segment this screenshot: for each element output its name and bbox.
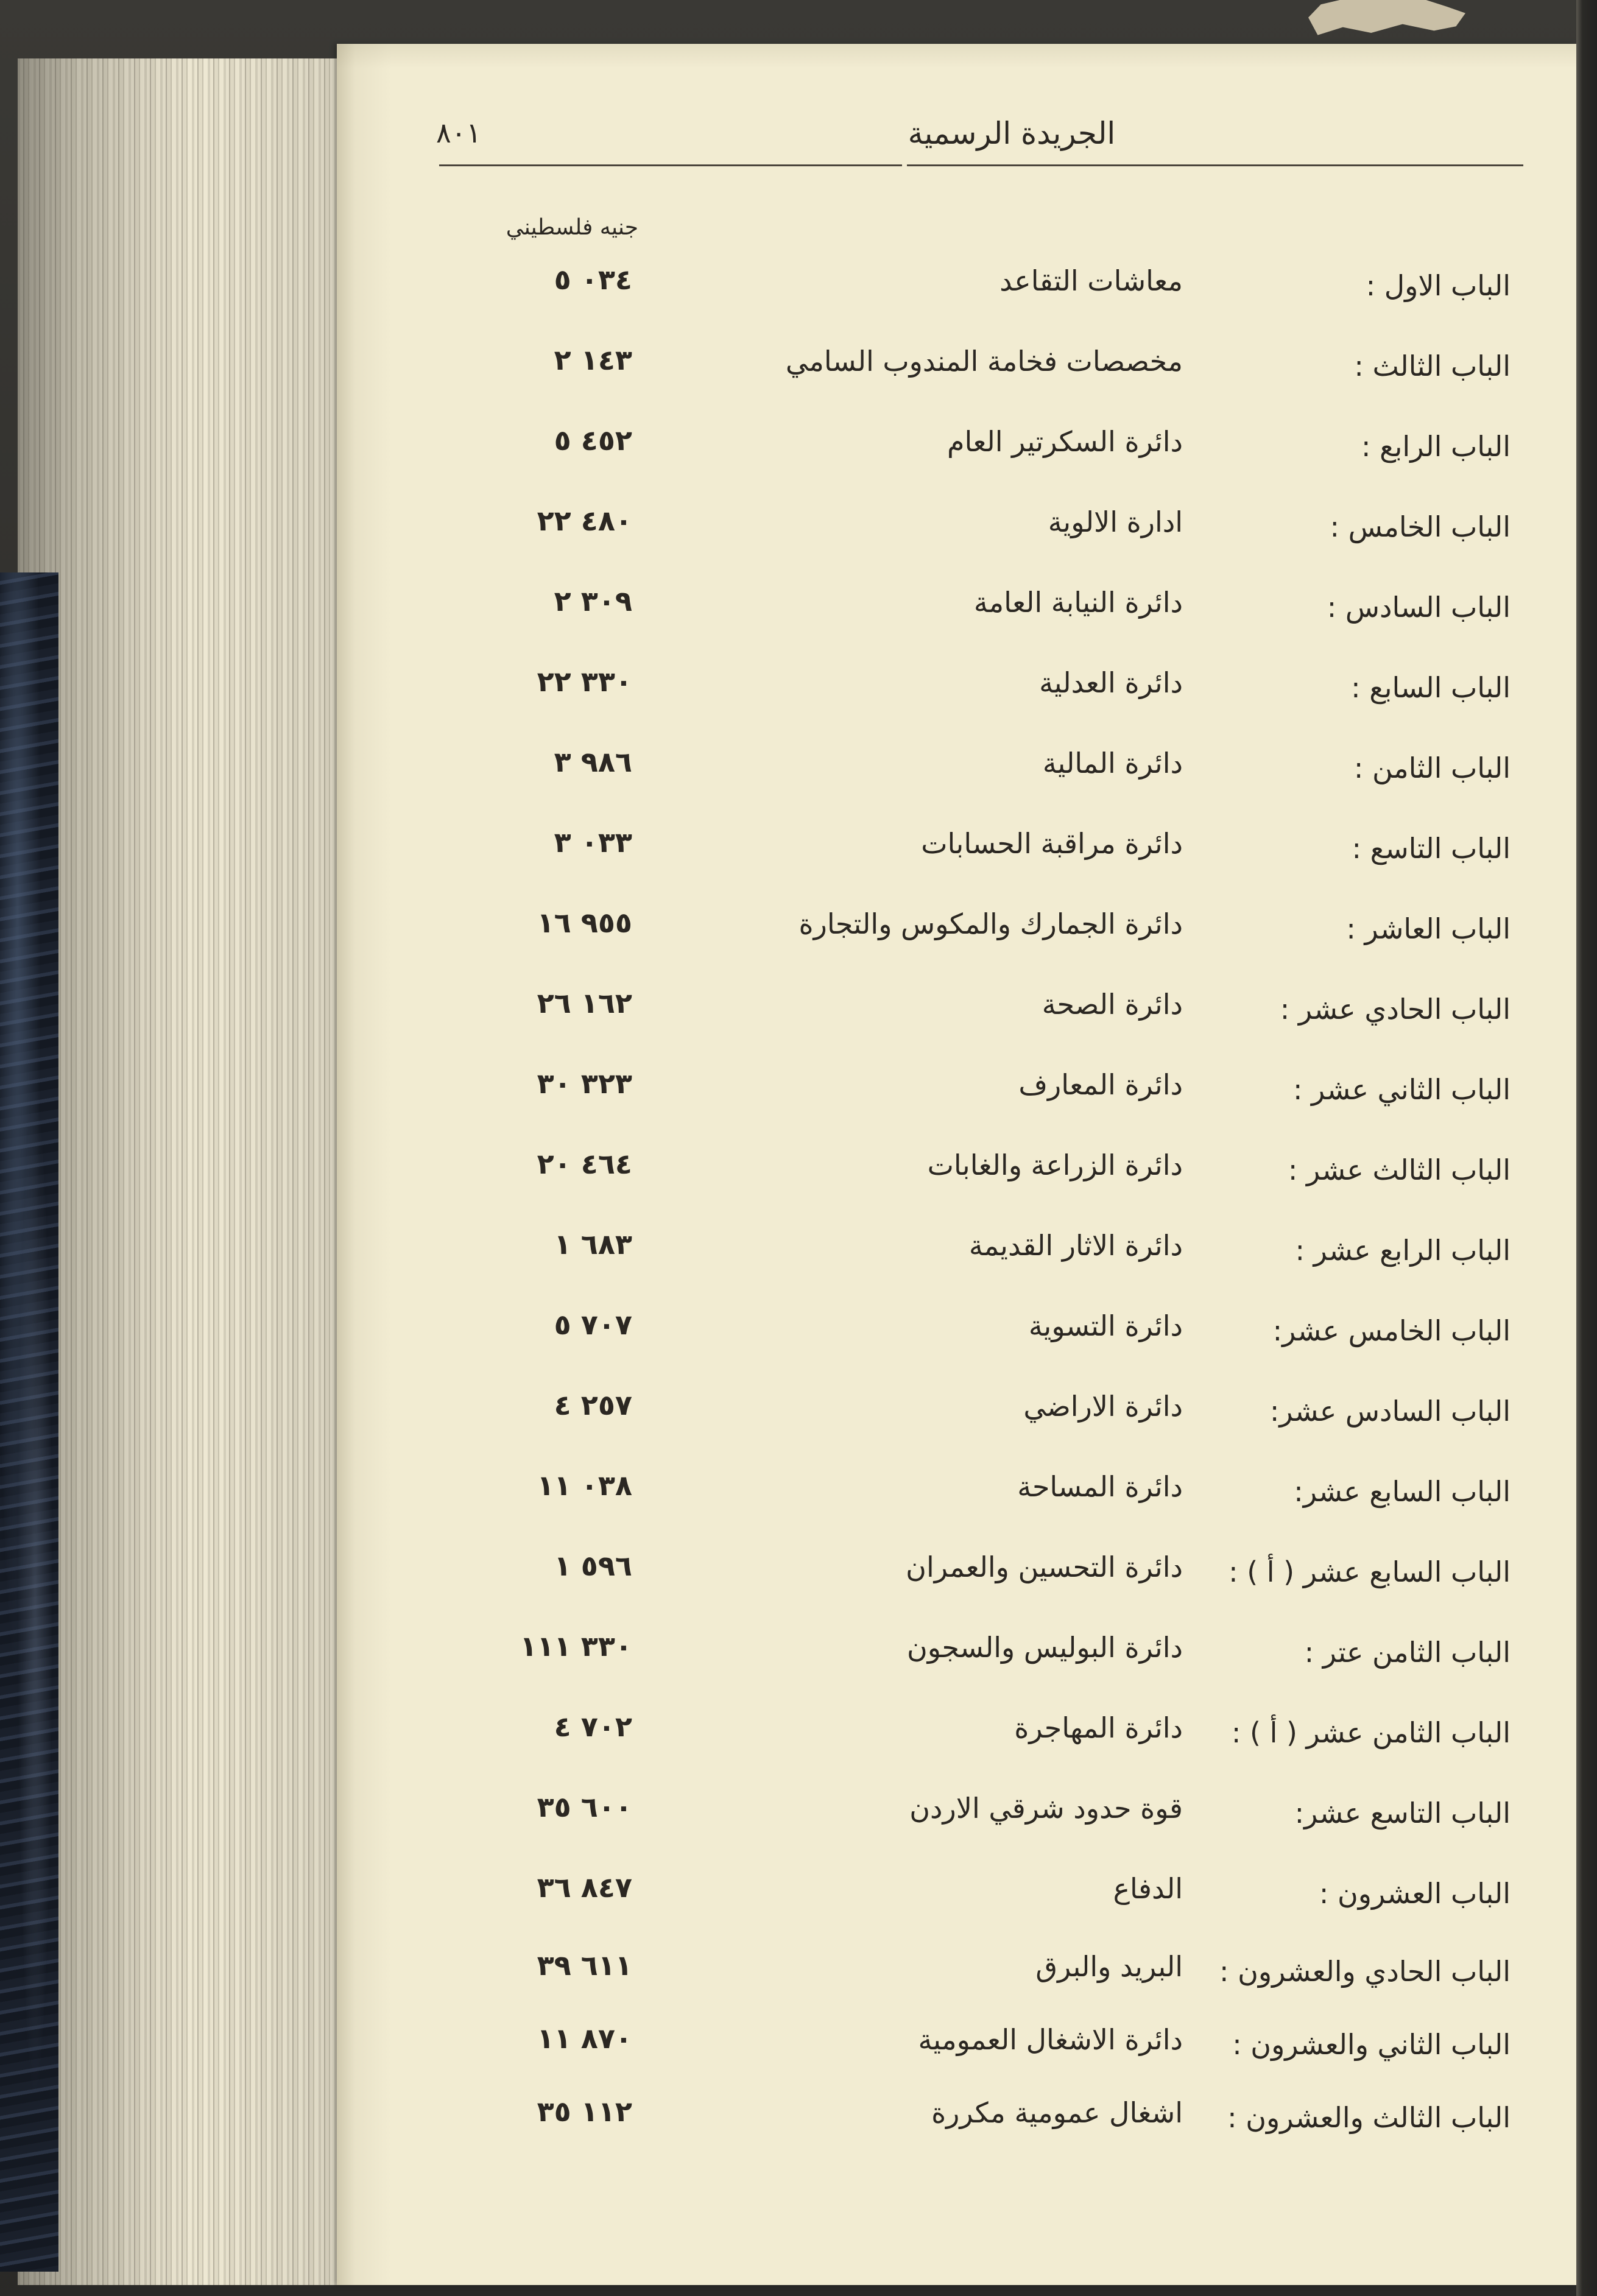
chapter-label: الباب السابع عشر ( أ ) : (1229, 1555, 1511, 1588)
amount-value: ٢٠ ٤٦٤ (537, 1147, 632, 1180)
budget-row (0, 1935, 1597, 2008)
chapter-label: الباب الثالث والعشرون : (1227, 2101, 1511, 2134)
budget-row (0, 1294, 1597, 1367)
chapter-label: الباب السابع عشر: (1294, 1475, 1511, 1508)
department-name: دائرة البوليس والسجون (906, 1631, 1183, 1664)
budget-row (0, 1777, 1597, 1850)
department-name: دائرة التسوية (1028, 1309, 1183, 1342)
department-name: دائرة الصحة (1042, 988, 1183, 1021)
department-name: مخصصات فخامة المندوب السامي (785, 345, 1183, 378)
department-name: معاشات التقاعد (999, 264, 1183, 297)
department-name: قوة حدود شرقي الاردن (909, 1792, 1183, 1825)
chapter-label: الباب العشرون : (1319, 1877, 1511, 1910)
chapter-label: الباب الحادي عشر : (1280, 993, 1511, 1026)
department-name: دائرة العدلية (1039, 666, 1183, 699)
amount-value: ٣٩ ٦١١ (537, 1949, 632, 1982)
amount-value: ٢٦ ١٦٢ (537, 987, 632, 1019)
chapter-label: الباب الثاني عشر : (1292, 1073, 1511, 1106)
chapter-label: الباب الثالث عشر : (1288, 1153, 1511, 1186)
page-number: ٨٠١ (436, 116, 482, 149)
department-name: دائرة التحسين والعمران (906, 1551, 1183, 1583)
budget-row (0, 249, 1597, 322)
budget-row (0, 1375, 1597, 1448)
department-name: دائرة مراقبة الحسابات (921, 827, 1183, 860)
amount-value: ٣٥ ٦٠٠ (537, 1791, 632, 1823)
department-name: البريد والبرق (1035, 1950, 1183, 1983)
amount-value: ٣٥ ١١٢ (537, 2095, 632, 2128)
amount-value: ٢٢ ٤٨٠ (537, 504, 632, 537)
header-rule (907, 164, 1523, 166)
amount-value: ٢ ٣٠٩ (554, 585, 632, 618)
budget-row (0, 973, 1597, 1046)
amount-value: ٢٢ ٣٣٠ (537, 665, 632, 698)
chapter-label: الباب العاشر : (1346, 912, 1511, 945)
currency-column-header: جنيه فلسطيني (506, 215, 638, 240)
budget-row (0, 1857, 1597, 1930)
amount-value: ٣٠ ٣٢٣ (537, 1067, 632, 1100)
department-name: دائرة المالية (1042, 747, 1183, 780)
amount-value: ١١١ ٣٣٠ (520, 1630, 632, 1663)
budget-list (0, 249, 1597, 2154)
chapter-label: الباب السابع : (1351, 671, 1511, 704)
budget-row (0, 1616, 1597, 1689)
budget-row (0, 2008, 1597, 2081)
department-name: دائرة الاثار القديمة (968, 1229, 1183, 1262)
department-name: دائرة السكرتير العام (947, 425, 1183, 458)
chapter-label: الباب السادس : (1327, 591, 1511, 624)
amount-value: ١ ٥٩٦ (554, 1549, 632, 1582)
chapter-label: الباب التاسع عشر: (1294, 1797, 1511, 1829)
amount-value: ٣ ٩٨٦ (554, 745, 632, 778)
budget-row (0, 571, 1597, 644)
gazette-title: الجريدة الرسمية (908, 116, 1116, 151)
budget-row (0, 731, 1597, 805)
department-name: دائرة النيابة العامة (973, 586, 1183, 619)
budget-row (0, 410, 1597, 483)
budget-row (0, 1214, 1597, 1287)
budget-row (0, 1696, 1597, 1769)
budget-row (0, 892, 1597, 965)
department-name: دائرة المهاجرة (1014, 1711, 1183, 1744)
amount-value: ٥ ٠٣٤ (554, 263, 632, 296)
amount-value: ٣٦ ٨٤٧ (537, 1871, 632, 1904)
amount-value: ١١ ٨٧٠ (537, 2022, 632, 2055)
budget-row (0, 490, 1597, 563)
amount-value: ١١ ٠٣٨ (537, 1469, 632, 1502)
header-rule (439, 164, 902, 166)
amount-value: ٣ ٠٣٣ (554, 826, 632, 859)
amount-value: ٢ ١٤٣ (554, 343, 632, 376)
budget-row (0, 329, 1597, 403)
amount-value: ١ ٦٨٣ (554, 1228, 632, 1261)
amount-value: ٤ ٧٠٢ (554, 1710, 632, 1743)
department-name: دائرة الاشغال العمومية (918, 2023, 1183, 2056)
amount-value: ٥ ٤٥٢ (554, 424, 632, 457)
budget-row (0, 651, 1597, 724)
budget-row (0, 812, 1597, 885)
budget-row (0, 1535, 1597, 1608)
amount-value: ٥ ٧٠٧ (554, 1308, 632, 1341)
department-name: دائرة المعارف (1018, 1068, 1183, 1101)
chapter-label: الباب الثامن عشر ( أ ) : (1231, 1716, 1511, 1749)
budget-row (0, 1455, 1597, 1528)
chapter-label: الباب التاسع : (1352, 832, 1511, 865)
budget-row (0, 2081, 1597, 2154)
amount-value: ٤ ٢٥٧ (554, 1389, 632, 1421)
chapter-label: الباب الرابع عشر : (1295, 1234, 1511, 1267)
chapter-label: الباب الثامن : (1353, 752, 1511, 784)
chapter-label: الباب السادس عشر: (1269, 1395, 1511, 1428)
chapter-label: الباب الثامن عتر : (1304, 1636, 1511, 1669)
department-name: دائرة المساحة (1017, 1470, 1183, 1503)
chapter-label: الباب الخامس : (1330, 510, 1511, 543)
budget-row (0, 1053, 1597, 1126)
chapter-label: الباب الاول : (1366, 269, 1511, 302)
department-name: دائرة الزراعة والغابات (927, 1149, 1183, 1181)
chapter-label: الباب الثالث : (1354, 350, 1511, 382)
department-name: دائرة الجمارك والمكوس والتجارة (798, 907, 1183, 940)
chapter-label: الباب الحادي والعشرون : (1219, 1955, 1511, 1988)
budget-row (0, 1133, 1597, 1206)
department-name: الدفاع (1113, 1872, 1183, 1905)
department-name: اشغال عمومية مكررة (931, 2096, 1183, 2129)
department-name: دائرة الاراضي (1023, 1390, 1183, 1423)
chapter-label: الباب الرابع : (1361, 430, 1511, 463)
amount-value: ١٦ ٩٥٥ (537, 906, 632, 939)
department-name: ادارة الالوية (1048, 505, 1183, 538)
chapter-label: الباب الخامس عشر: (1272, 1314, 1511, 1347)
chapter-label: الباب الثاني والعشرون : (1232, 2028, 1511, 2061)
